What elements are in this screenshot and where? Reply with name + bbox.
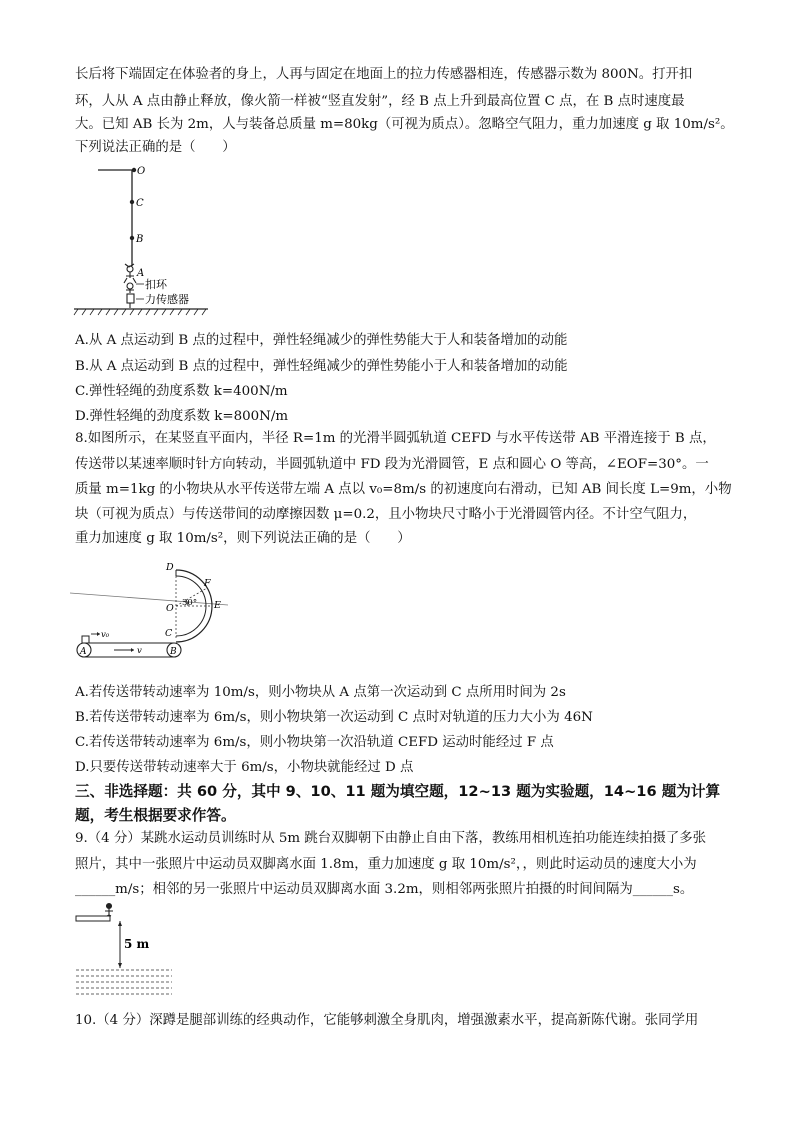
q8-option-b: B.若传送带转动速率为 6m/s，则小物块第一次运动到 C 点时对轨道的压力大小为 46N (75, 710, 593, 725)
q9-line-1: 9.（4 分）某跳水运动员训练时从 5m 跳台双脚朝下由静止自由下落，教练用相机连拍功能连续拍摄了多张 (75, 831, 707, 846)
force-sensor-icon (127, 294, 134, 303)
q9-line-3: ______m/s；相邻的另一张照片中运动员双脚离水面 3.2m，则相邻两张照片拍摄的时间间隔为______s。 (75, 882, 694, 897)
section-3-heading-2: 题，考生根据要求作答。 (75, 807, 236, 824)
q7-bungee-figure (70, 158, 210, 323)
point-c-label: C (165, 628, 173, 639)
v-label: v (137, 646, 142, 656)
q8-option-c: C.若传送带转动速率为 6m/s，则小物块第一次沿轨道 CEFD 运动时能经过 F 点 (75, 735, 554, 750)
sensor-label: 力传感器 (145, 293, 189, 306)
diver-icon (105, 904, 113, 917)
q8-conveyor-track-figure (68, 558, 238, 666)
point-d-label: D (166, 562, 174, 573)
q7-point-o: O (137, 166, 146, 177)
q7-line-1: 长后将下端固定在体验者的身上，人再与固定在地面上的拉力传感器相连，传感器示数为 800N。打开扣 (75, 67, 693, 82)
v0-label: v₀ (101, 630, 110, 640)
point-e-label: E (214, 600, 221, 611)
q9-diving-figure (72, 902, 176, 1000)
point-f-label: F (204, 578, 211, 589)
q9-line-2: 照片，其中一张照片中运动员双脚离水面 1.8m，重力加速度 g 取 10m/s²，，则此时运动员的速度大小为 (75, 857, 697, 872)
q10-line-1: 10.（4 分）深蹲是腿部训练的经典动作，它能够刺激全身肌肉，增强激素水平，提高新陈代谢。张同学用 (75, 1013, 699, 1028)
q8-line-5: 重力加速度 g 取 10m/s²，则下列说法正确的是（ ） (75, 531, 411, 546)
point-o-label: O (166, 603, 174, 614)
q7-line-4: 下列说法正确的是（ ） (75, 140, 236, 155)
q8-option-a: A.若传送带转动速率为 10m/s，则小物块从 A 点第一次运动到 C 点所用时间为 2s (75, 685, 566, 700)
q7-line-2: 环，人从 A 点由静止释放，像火箭一样被“竖直发射”，经 B 点上升到最高位置 C 点，在 B 点时速度最 (75, 94, 685, 109)
q8-line-3: 质量 m=1kg 的小物块从水平传送带左端 A 点以 v₀=8m/s 的初速度向右滑动，已知 AB 间长度 L=9m，小物 (75, 482, 732, 497)
q7-option-a: A.从 A 点运动到 B 点的过程中，弹性轻绳减少的弹性势能大于人和装备增加的动能 (75, 333, 568, 348)
q7-line-3: 大。已知 AB 长为 2m，人与装备总质量 m=80kg（可视为质点）。忽略空气阻力，重力加速度 g 取 10m/s²。 (75, 117, 734, 132)
q7-option-d: D.弹性轻绳的劲度系数 k=800N/m (75, 409, 289, 424)
height-label: 5 m (124, 937, 150, 951)
q8-line-2: 传送带以某速率顺时针方向转动，半圆弧轨道中 FD 段为光滑圆管，E 点和圆心 O 等高，∠EOF=30°。一 (75, 457, 709, 472)
q8-line-4: 块（可视为质点）与传送带间的动摩擦因数 μ=0.2，且小物块尺寸略小于光滑圆管内径。不计空气阻力， (75, 507, 697, 522)
section-3-heading-1: 三、非选择题：共 60 分，其中 9、10、11 题为填空题，12~13 题为实验题，14~16 题为计算 (75, 783, 721, 800)
pulley-a-label: A (80, 647, 87, 657)
q8-line-1: 8.如图所示，在某竖直平面内，半径 R=1m 的光滑半圆弧轨道 CEFD 与水平传送带 AB 平滑连接于 B 点， (75, 431, 716, 446)
q7-point-c: C (136, 198, 144, 209)
buckle-label: 扣环 (145, 278, 167, 291)
q7-option-b: B.从 A 点运动到 B 点的过程中，弹性轻绳减少的弹性势能小于人和装备增加的动能 (75, 359, 568, 374)
q7-point-b: B (136, 234, 144, 245)
angle-label: 30° (182, 598, 198, 608)
block-icon (82, 636, 89, 643)
q7-point-a: A (137, 268, 145, 279)
q7-option-c: C.弹性轻绳的劲度系数 k=400N/m (75, 384, 288, 399)
person-icon (124, 264, 136, 293)
pulley-b-label: B (170, 647, 177, 657)
q8-option-d: D.只要传送带转动速率大于 6m/s，小物块就能经过 D 点 (75, 760, 414, 775)
